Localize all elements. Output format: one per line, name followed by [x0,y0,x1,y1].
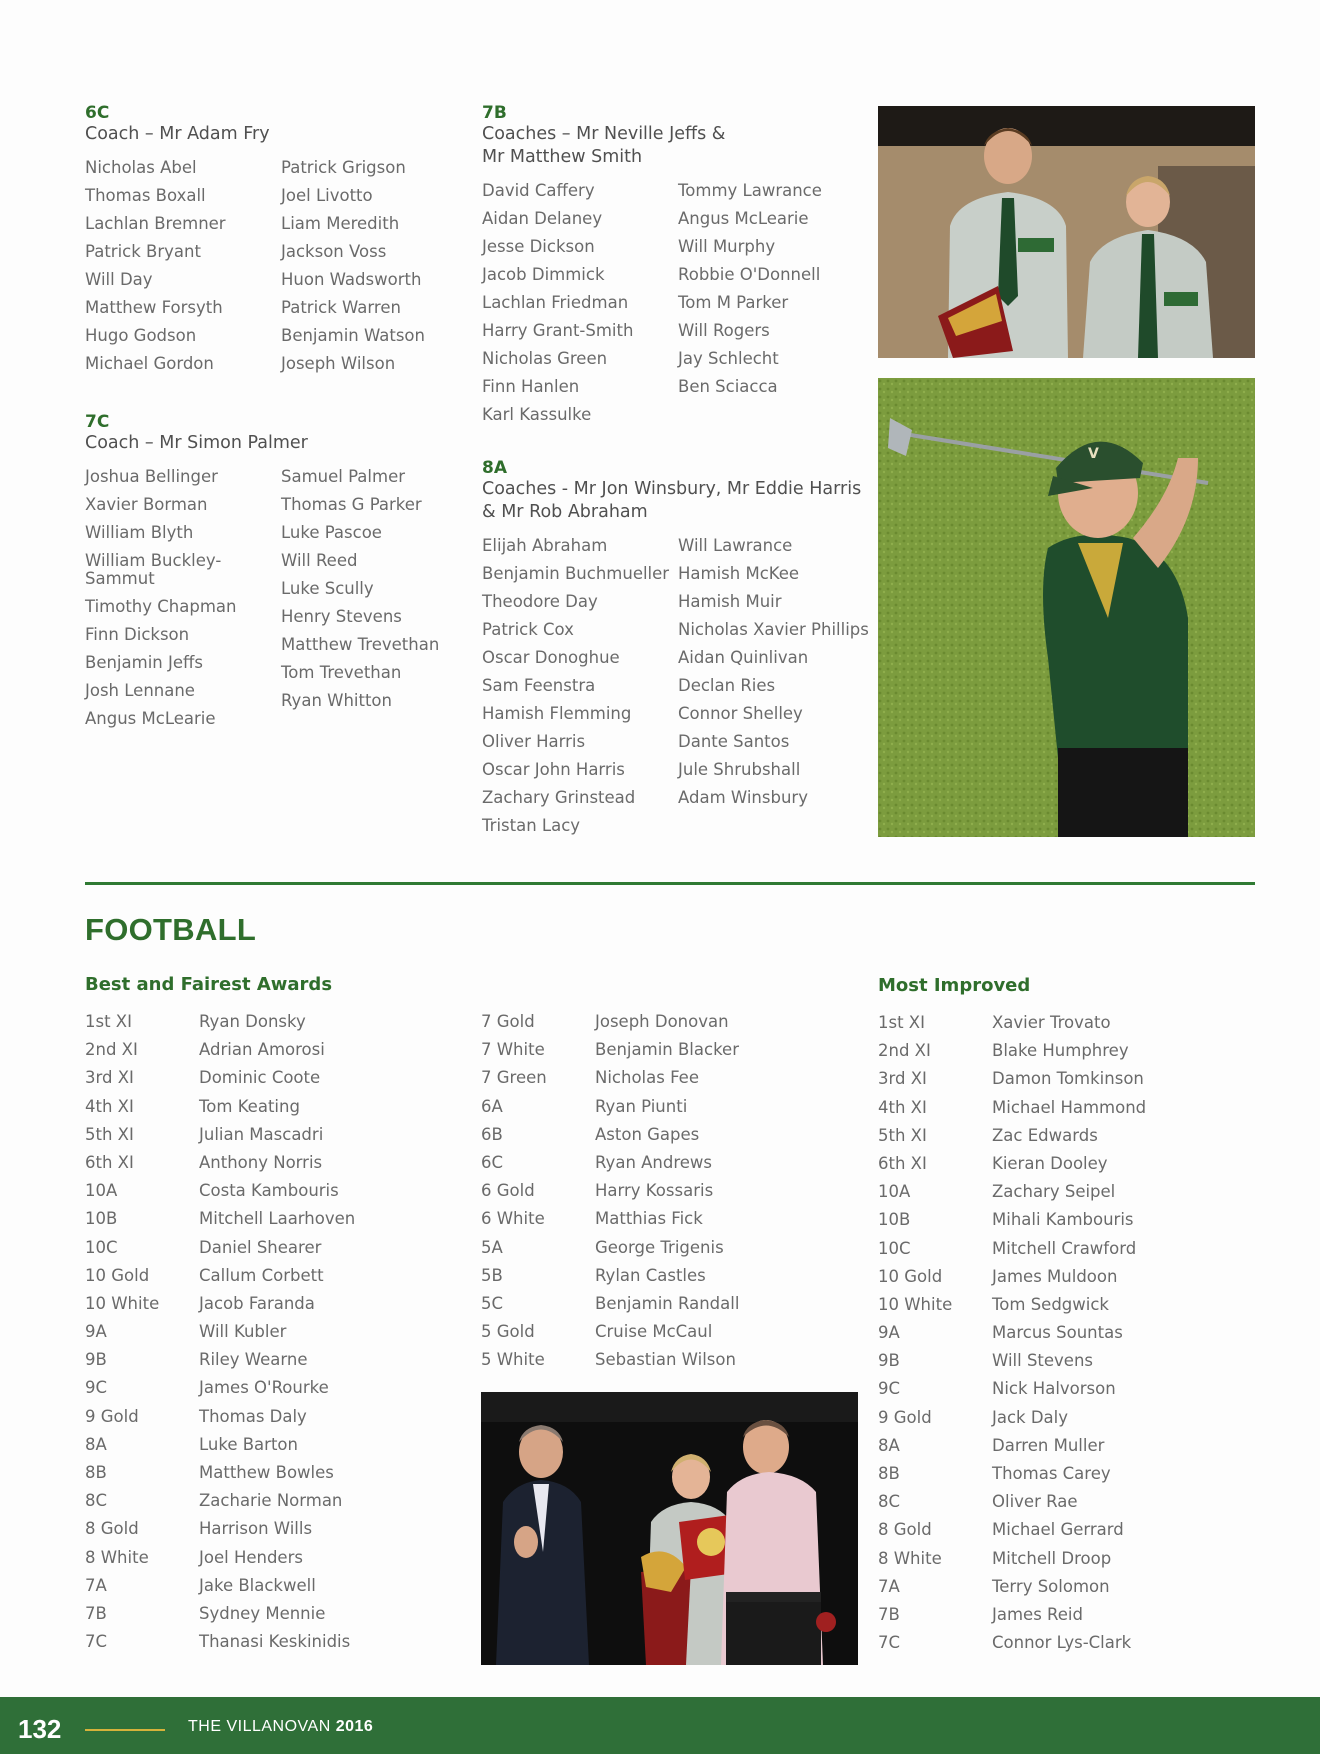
player-name: Michael Gordon [85,354,214,373]
player-name: Finn Hanlen [482,377,580,396]
player-list [482,182,874,434]
award-team: 10A [878,1182,911,1202]
player-name: Theodore Day [482,592,598,611]
player-column [678,537,874,845]
award-recipient: Benjamin Blacker [595,1040,739,1060]
team-7c-block [85,412,477,738]
award-row [85,1125,355,1153]
coach-name: Coaches – Mr Neville Jeffs & [482,124,726,144]
golfer-photo [878,378,1255,837]
award-row [85,1519,355,1547]
award-row [878,1408,1146,1436]
presentation-photo [481,1392,858,1665]
player-name: Patrick Grigson [281,158,406,177]
award-team: 10 Gold [878,1266,943,1286]
player-name: Benjamin Watson [281,326,425,345]
award-row [481,1068,739,1096]
award-team: 9B [878,1351,900,1371]
award-team: 9C [878,1379,901,1399]
award-recipient: Sydney Mennie [199,1603,326,1623]
player-name: Oscar John Harris [482,760,625,779]
award-recipient: Mitchell Laarhoven [199,1209,356,1229]
team-code: 7C [85,412,110,432]
award-recipient: Matthew Bowles [199,1463,334,1482]
award-recipient: Michael Gerrard [992,1520,1124,1540]
team-8a-block [482,458,874,845]
award-recipient: Joel Henders [199,1547,303,1567]
award-team: 4th XI [878,1097,927,1117]
player-name: Hamish Flemming [482,704,632,723]
player-column [482,537,678,845]
award-recipient: Mitchell Droop [992,1548,1112,1568]
team-code: 6C [85,103,110,123]
award-recipient: Nicholas Fee [595,1068,699,1088]
player-name: Ryan Whitton [281,691,392,710]
team-7b-block [482,103,874,434]
award-team: 3rd XI [85,1068,134,1088]
player-name: Harry Grant-Smith [482,321,634,340]
award-row [878,1520,1146,1548]
player-list [482,537,874,845]
award-recipient: Aston Gapes [595,1124,700,1144]
award-team: 3rd XI [878,1069,927,1089]
award-row [878,1069,1146,1097]
player-name: Finn Dickson [85,625,190,644]
player-name: Will Murphy [678,237,776,256]
award-team: 1st XI [878,1013,925,1032]
award-team: 6A [481,1096,503,1116]
player-name: Adam Winsbury [678,788,808,807]
award-row [878,1239,1146,1267]
award-recipient: Costa Kambouris [199,1181,339,1201]
award-row [878,1267,1146,1295]
player-name: Lachlan Bremner [85,214,226,233]
award-team: 8C [85,1491,108,1511]
award-team: 7C [85,1632,108,1652]
award-recipient: Xavier Trovato [992,1013,1111,1032]
award-recipient: Rylan Castles [595,1265,706,1285]
player-name: William Buckley-Sammut [85,551,222,588]
player-name: Hamish McKee [678,564,800,583]
player-column [281,468,477,738]
player-name: Patrick Bryant [85,242,201,261]
award-team: 10 White [85,1293,160,1313]
player-name: Luke Pascoe [281,523,382,542]
award-team: 10B [878,1210,911,1230]
award-team: 8 White [85,1547,149,1567]
award-row [85,1604,355,1632]
award-recipient: Damon Tomkinson [992,1069,1144,1089]
award-recipient: Jake Blackwell [199,1575,316,1595]
player-name: Robbie O'Donnell [678,265,821,284]
award-recipient: Ryan Donsky [199,1012,306,1031]
award-recipient: Ryan Piunti [595,1096,688,1116]
player-name: Oliver Harris [482,732,586,751]
award-row [481,1040,739,1068]
award-team: 10C [85,1237,118,1257]
player-name: Nicholas Abel [85,158,197,177]
player-name: Ben Sciacca [678,377,778,396]
most-improved-title: Most Improved [878,975,1031,996]
player-name: Lachlan Friedman [482,293,629,312]
award-recipient: Harry Kossaris [595,1181,714,1201]
award-recipient: Blake Humphrey [992,1041,1129,1061]
player-list [85,468,477,738]
player-name: Jacob Dimmick [482,265,605,284]
award-row [85,1407,355,1435]
award-row [878,1549,1146,1577]
award-team: 5 Gold [481,1322,535,1342]
award-team: 9B [85,1350,107,1370]
coach-name: Coach – Mr Simon Palmer [85,433,308,453]
award-team: 2nd XI [85,1040,138,1060]
award-team: 6 White [481,1209,545,1229]
award-row [878,1013,1146,1041]
award-recipient: Oliver Rae [992,1492,1078,1512]
award-team: 5th XI [85,1124,134,1144]
player-name: Liam Meredith [281,214,400,233]
award-row [481,1012,739,1040]
award-team: 6th XI [878,1153,927,1173]
player-column [482,182,678,434]
player-name: Will Day [85,270,153,289]
award-team: 5A [481,1237,503,1257]
award-row [85,1576,355,1604]
award-team: 7A [878,1576,900,1596]
award-row [85,1322,355,1350]
award-row [481,1097,739,1125]
player-name: Jule Shrubshall [678,760,801,779]
team-6c-block [85,103,477,383]
award-team: 5th XI [878,1125,927,1145]
publication-year: 2016 [335,1718,374,1735]
player-list [85,159,477,383]
player-name: Hamish Muir [678,592,782,611]
award-team: 5 White [481,1350,545,1370]
player-name: Will Lawrance [678,536,793,555]
award-recipient: Michael Hammond [992,1097,1147,1117]
player-name: Oscar Donoghue [482,648,620,667]
award-team: 5C [481,1293,504,1313]
page-number: 132 [18,1714,62,1744]
player-name: David Caffery [482,181,595,200]
award-recipient: Benjamin Randall [595,1293,740,1313]
player-name: Henry Stevens [281,607,402,626]
award-recipient: Nick Halvorson [992,1379,1116,1399]
player-name: Benjamin Buchmueller [482,564,670,583]
award-recipient: James O'Rourke [199,1378,329,1398]
player-name: Xavier Borman [85,495,208,514]
award-row [878,1210,1146,1238]
award-row [85,1238,355,1266]
award-team: 8A [85,1434,107,1454]
award-row [85,1548,355,1576]
award-recipient: Harrison Wills [199,1519,313,1539]
award-row [481,1238,739,1266]
presentation-illustration [481,1392,858,1665]
award-team: 6B [481,1124,503,1144]
award-recipient: Daniel Shearer [199,1237,322,1257]
player-name: Nicholas Xavier Phillips [678,620,869,639]
award-recipient: James Muldoon [992,1266,1118,1286]
award-recipient: Cruise McCaul [595,1322,713,1342]
award-team: 8B [878,1464,900,1483]
award-team: 7A [85,1575,107,1595]
publication-title [188,1718,373,1736]
award-recipient: Jack Daly [992,1407,1069,1427]
award-recipient: Tom Keating [199,1096,300,1116]
award-recipient: Joseph Donovan [595,1012,729,1031]
award-team: 9 Gold [85,1406,139,1426]
award-row [481,1153,739,1181]
award-team: 7 Gold [481,1012,535,1031]
player-name: Huon Wadsworth [281,270,422,289]
award-recipient: Dominic Coote [199,1068,321,1088]
award-row [85,1040,355,1068]
award-team: 8B [85,1463,107,1482]
award-recipient: Thanasi Keskinidis [199,1632,351,1652]
player-column [85,159,281,383]
award-team: 10 Gold [85,1265,150,1285]
player-name: Matthew Forsyth [85,298,223,317]
award-team: 9 Gold [878,1407,932,1427]
award-row [878,1098,1146,1126]
coach-name: Coaches - Mr Jon Winsbury, Mr Eddie Harris [482,479,862,499]
award-row [85,1181,355,1209]
award-row [85,1350,355,1378]
player-name: William Blyth [85,523,194,542]
player-column [678,182,874,434]
award-row [878,1633,1146,1661]
award-recipient: Adrian Amorosi [199,1040,325,1060]
award-recipient: Matthias Fick [595,1209,703,1229]
award-row [878,1126,1146,1154]
award-recipient: Mihali Kambouris [992,1210,1134,1230]
award-row [878,1351,1146,1379]
award-recipient: Luke Barton [199,1434,298,1454]
award-recipient: Kieran Dooley [992,1153,1108,1173]
player-name: Will Rogers [678,321,770,340]
player-name: Tom M Parker [678,293,789,312]
two-students-photo [878,106,1255,358]
football-title: FOOTBALL [85,912,257,947]
award-row [85,1097,355,1125]
player-name: Tommy Lawrance [678,181,822,200]
award-team: 1st XI [85,1012,132,1031]
award-recipient: James Reid [992,1604,1083,1624]
award-row [878,1605,1146,1633]
award-recipient: Marcus Sountas [992,1323,1123,1343]
player-name: Will Reed [281,551,358,570]
award-recipient: Darren Muller [992,1435,1105,1455]
best-fairest-list-b [481,1012,739,1378]
golfer-illustration [878,378,1255,837]
award-team: 9A [85,1322,107,1342]
award-recipient: Tom Sedgwick [992,1294,1109,1314]
award-row [878,1379,1146,1407]
award-row [878,1295,1146,1323]
award-team: 7 Green [481,1068,547,1088]
award-row [878,1154,1146,1182]
section-divider [85,882,1255,885]
player-name: Tom Trevethan [281,663,402,682]
player-name: Hugo Godson [85,326,197,345]
player-name: Angus McLearie [85,709,216,728]
award-team: 8 White [878,1548,942,1568]
award-team: 9C [85,1378,108,1398]
award-row [878,1182,1146,1210]
award-row [878,1577,1146,1605]
player-name: Benjamin Jeffs [85,653,203,672]
player-name: Dante Santos [678,732,790,751]
award-row [878,1041,1146,1069]
player-name: Joseph Wilson [281,354,396,373]
award-recipient: Julian Mascadri [199,1124,324,1144]
award-team: 8C [878,1492,901,1512]
award-row [85,1266,355,1294]
player-name: Aidan Quinlivan [678,648,809,667]
award-row [481,1322,739,1350]
publication-name: THE VILLANOVAN [188,1718,331,1735]
player-column [281,159,477,383]
award-recipient: Riley Wearne [199,1350,308,1370]
award-recipient: Zac Edwards [992,1125,1098,1145]
player-name: Declan Ries [678,676,776,695]
award-team: 10 White [878,1294,953,1314]
award-row [85,1294,355,1322]
award-row [85,1435,355,1463]
award-recipient: Jacob Faranda [199,1293,315,1313]
player-name: Josh Lennane [85,681,195,700]
player-name: Thomas Boxall [85,186,206,205]
award-team: 10C [878,1238,911,1258]
player-name: Jesse Dickson [482,237,595,256]
award-team: 7 White [481,1040,545,1060]
player-name: Nicholas Green [482,349,608,368]
award-row [85,1491,355,1519]
award-recipient: Will Kubler [199,1322,287,1342]
svg-text:V: V [1088,446,1099,462]
award-row [481,1125,739,1153]
award-row [85,1378,355,1406]
coach-name: Mr Matthew Smith [482,147,643,167]
award-team: 8A [878,1435,900,1455]
award-recipient: Will Stevens [992,1351,1094,1371]
award-recipient: George Trigenis [595,1237,724,1257]
player-name: Elijah Abraham [482,536,608,555]
award-recipient: Connor Lys-Clark [992,1633,1132,1653]
player-name: Tristan Lacy [482,816,581,835]
award-team: 6C [481,1152,504,1172]
award-team: 2nd XI [878,1041,931,1061]
award-team: 5B [481,1265,503,1285]
player-name: Patrick Warren [281,298,401,317]
player-name: Thomas G Parker [281,495,422,514]
award-row [481,1181,739,1209]
player-name: Samuel Palmer [281,467,406,486]
coach-name: Coach – Mr Adam Fry [85,124,270,144]
player-name: Patrick Cox [482,620,574,639]
award-row [85,1012,355,1040]
award-row [481,1266,739,1294]
award-team: 6 Gold [481,1181,535,1201]
coach-name: & Mr Rob Abraham [482,502,648,522]
award-recipient: Sebastian Wilson [595,1350,736,1370]
award-team: 4th XI [85,1096,134,1116]
player-name: Joel Livotto [281,186,373,205]
award-row [878,1464,1146,1492]
player-name: Luke Scully [281,579,374,598]
team-code: 8A [482,458,507,478]
award-recipient: Zacharie Norman [199,1491,343,1511]
best-fairest-title: Best and Fairest Awards [85,974,333,995]
award-recipient: Ryan Andrews [595,1152,713,1172]
award-recipient: Thomas Daly [199,1406,307,1426]
award-row [481,1209,739,1237]
award-row [481,1350,739,1378]
team-code: 7B [482,103,507,123]
award-row [85,1463,355,1491]
player-column [85,468,281,738]
two-students-illustration [878,106,1255,358]
player-name: Sam Feenstra [482,676,596,695]
player-name: Matthew Trevethan [281,635,440,654]
award-row [85,1153,355,1181]
player-name: Karl Kassulke [482,405,592,424]
player-name: Timothy Chapman [85,597,237,616]
player-name: Zachary Grinstead [482,788,636,807]
award-recipient: Thomas Carey [992,1464,1111,1483]
player-name: Angus McLearie [678,209,809,228]
player-name: Jay Schlecht [678,349,779,368]
player-name: Joshua Bellinger [85,467,218,486]
player-name: Jackson Voss [281,242,387,261]
best-fairest-list-a [85,1012,355,1660]
award-recipient: Callum Corbett [199,1265,324,1285]
most-improved-list [878,1013,1146,1661]
player-name: Connor Shelley [678,704,803,723]
award-row [878,1323,1146,1351]
award-recipient: Zachary Seipel [992,1182,1116,1202]
player-name: Aidan Delaney [482,209,603,228]
award-row [481,1294,739,1322]
award-team: 7B [878,1604,900,1624]
award-team: 8 Gold [85,1519,139,1539]
award-row [85,1209,355,1237]
award-team: 7B [85,1603,107,1623]
award-team: 6th XI [85,1152,134,1172]
award-row [85,1068,355,1096]
award-team: 7C [878,1633,901,1653]
award-recipient: Anthony Norris [199,1152,323,1172]
award-team: 9A [878,1323,900,1343]
award-row [85,1632,355,1660]
award-row [878,1492,1146,1520]
footer-accent-line [85,1729,165,1731]
award-team: 10B [85,1209,118,1229]
award-recipient: Mitchell Crawford [992,1238,1137,1258]
award-recipient: Terry Solomon [992,1576,1110,1596]
award-team: 8 Gold [878,1520,932,1540]
award-row [878,1436,1146,1464]
award-team: 10A [85,1181,118,1201]
